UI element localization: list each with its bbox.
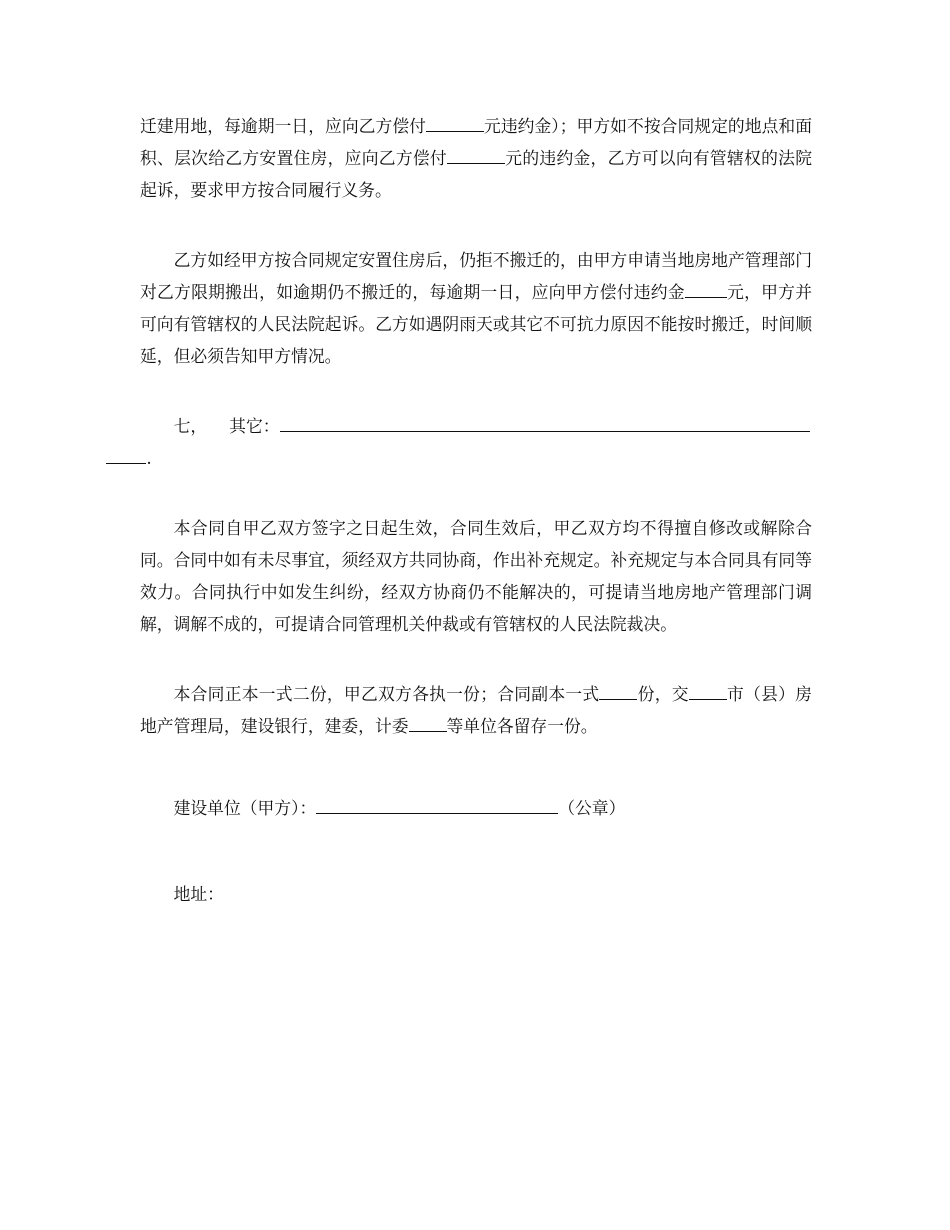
penalty-paragraph-continued xyxy=(140,110,812,206)
blank-field-other-terms-cont xyxy=(106,446,146,464)
text-segment: 份，交 xyxy=(637,684,689,704)
text-segment: 本合同正本一式二份，甲乙双方各执一份；合同副本一式 xyxy=(173,684,600,704)
blank-field-refusal-penalty xyxy=(685,280,727,298)
clause-label: 其它： xyxy=(229,416,280,436)
blank-field-city xyxy=(689,682,727,700)
text-segment: 元违约金）；甲方如不按合同规定的地点和面积、层次给乙方安置住房，应向乙方偿付 xyxy=(140,116,812,168)
text-segment: 市（县）房地产管理局，建设银行，建委，计委 xyxy=(140,684,812,736)
copies-paragraph xyxy=(140,678,812,742)
text-segment: 等单位各留存一份。 xyxy=(446,716,598,736)
blank-field-housing-penalty xyxy=(447,146,505,164)
text-segment: 元，甲方并可向有管辖权的人民法院起诉。乙方如遇阴雨天或其它不可抗力原因不能按时搬迁，时间顺延，但必须告知甲方情况。 xyxy=(140,282,812,366)
effectiveness-paragraph: 本合同自甲乙双方签字之日起生效，合同生效后，甲乙双方均不得擅自修改或解除合同。合同中如有未尽事宜，须经双方共同协商，作出补充规定。补充规定与本合同具有同等效力。合同执行中如发生纠纷，经双方协商仍不能解决的，可提请当地房地产管理部门调解，调解不成的，可提请合同管理机关仲裁或有管辖权的人民法院裁决。 xyxy=(140,518,812,634)
text-segment: . xyxy=(146,448,152,468)
blank-field-penalty-amount xyxy=(426,114,484,132)
blank-field-copy-count xyxy=(599,682,637,700)
contract-body xyxy=(140,110,812,910)
text-segment: 乙方如经甲方按合同规定安置住房后，仍拒不搬迁的，由甲方申请当地房地产管理部门对乙方限期搬出，如逾期仍不搬迁的，每逾期一日，应向甲方偿付违约金 xyxy=(140,250,812,302)
blank-field-other-terms xyxy=(280,414,810,432)
text-segment: 元的违约金，乙方可以向有管辖权的法院起诉，要求甲方按合同履行义务。 xyxy=(140,148,812,200)
clause-number: 七， xyxy=(173,416,208,436)
address-line xyxy=(140,878,812,910)
text-segment: 迁建用地，每逾期一日，应向乙方偿付 xyxy=(140,116,426,136)
seal-label: （公章） xyxy=(558,798,626,818)
blank-field-unit xyxy=(409,714,447,732)
other-clause-paragraph xyxy=(140,410,812,474)
signature-label: 建设单位（甲方）： xyxy=(173,798,317,818)
relocation-refusal-paragraph xyxy=(140,244,812,372)
signature-line-party-a xyxy=(140,792,812,824)
address-label: 地址： xyxy=(173,884,224,904)
signature-field-party-a xyxy=(316,796,558,814)
